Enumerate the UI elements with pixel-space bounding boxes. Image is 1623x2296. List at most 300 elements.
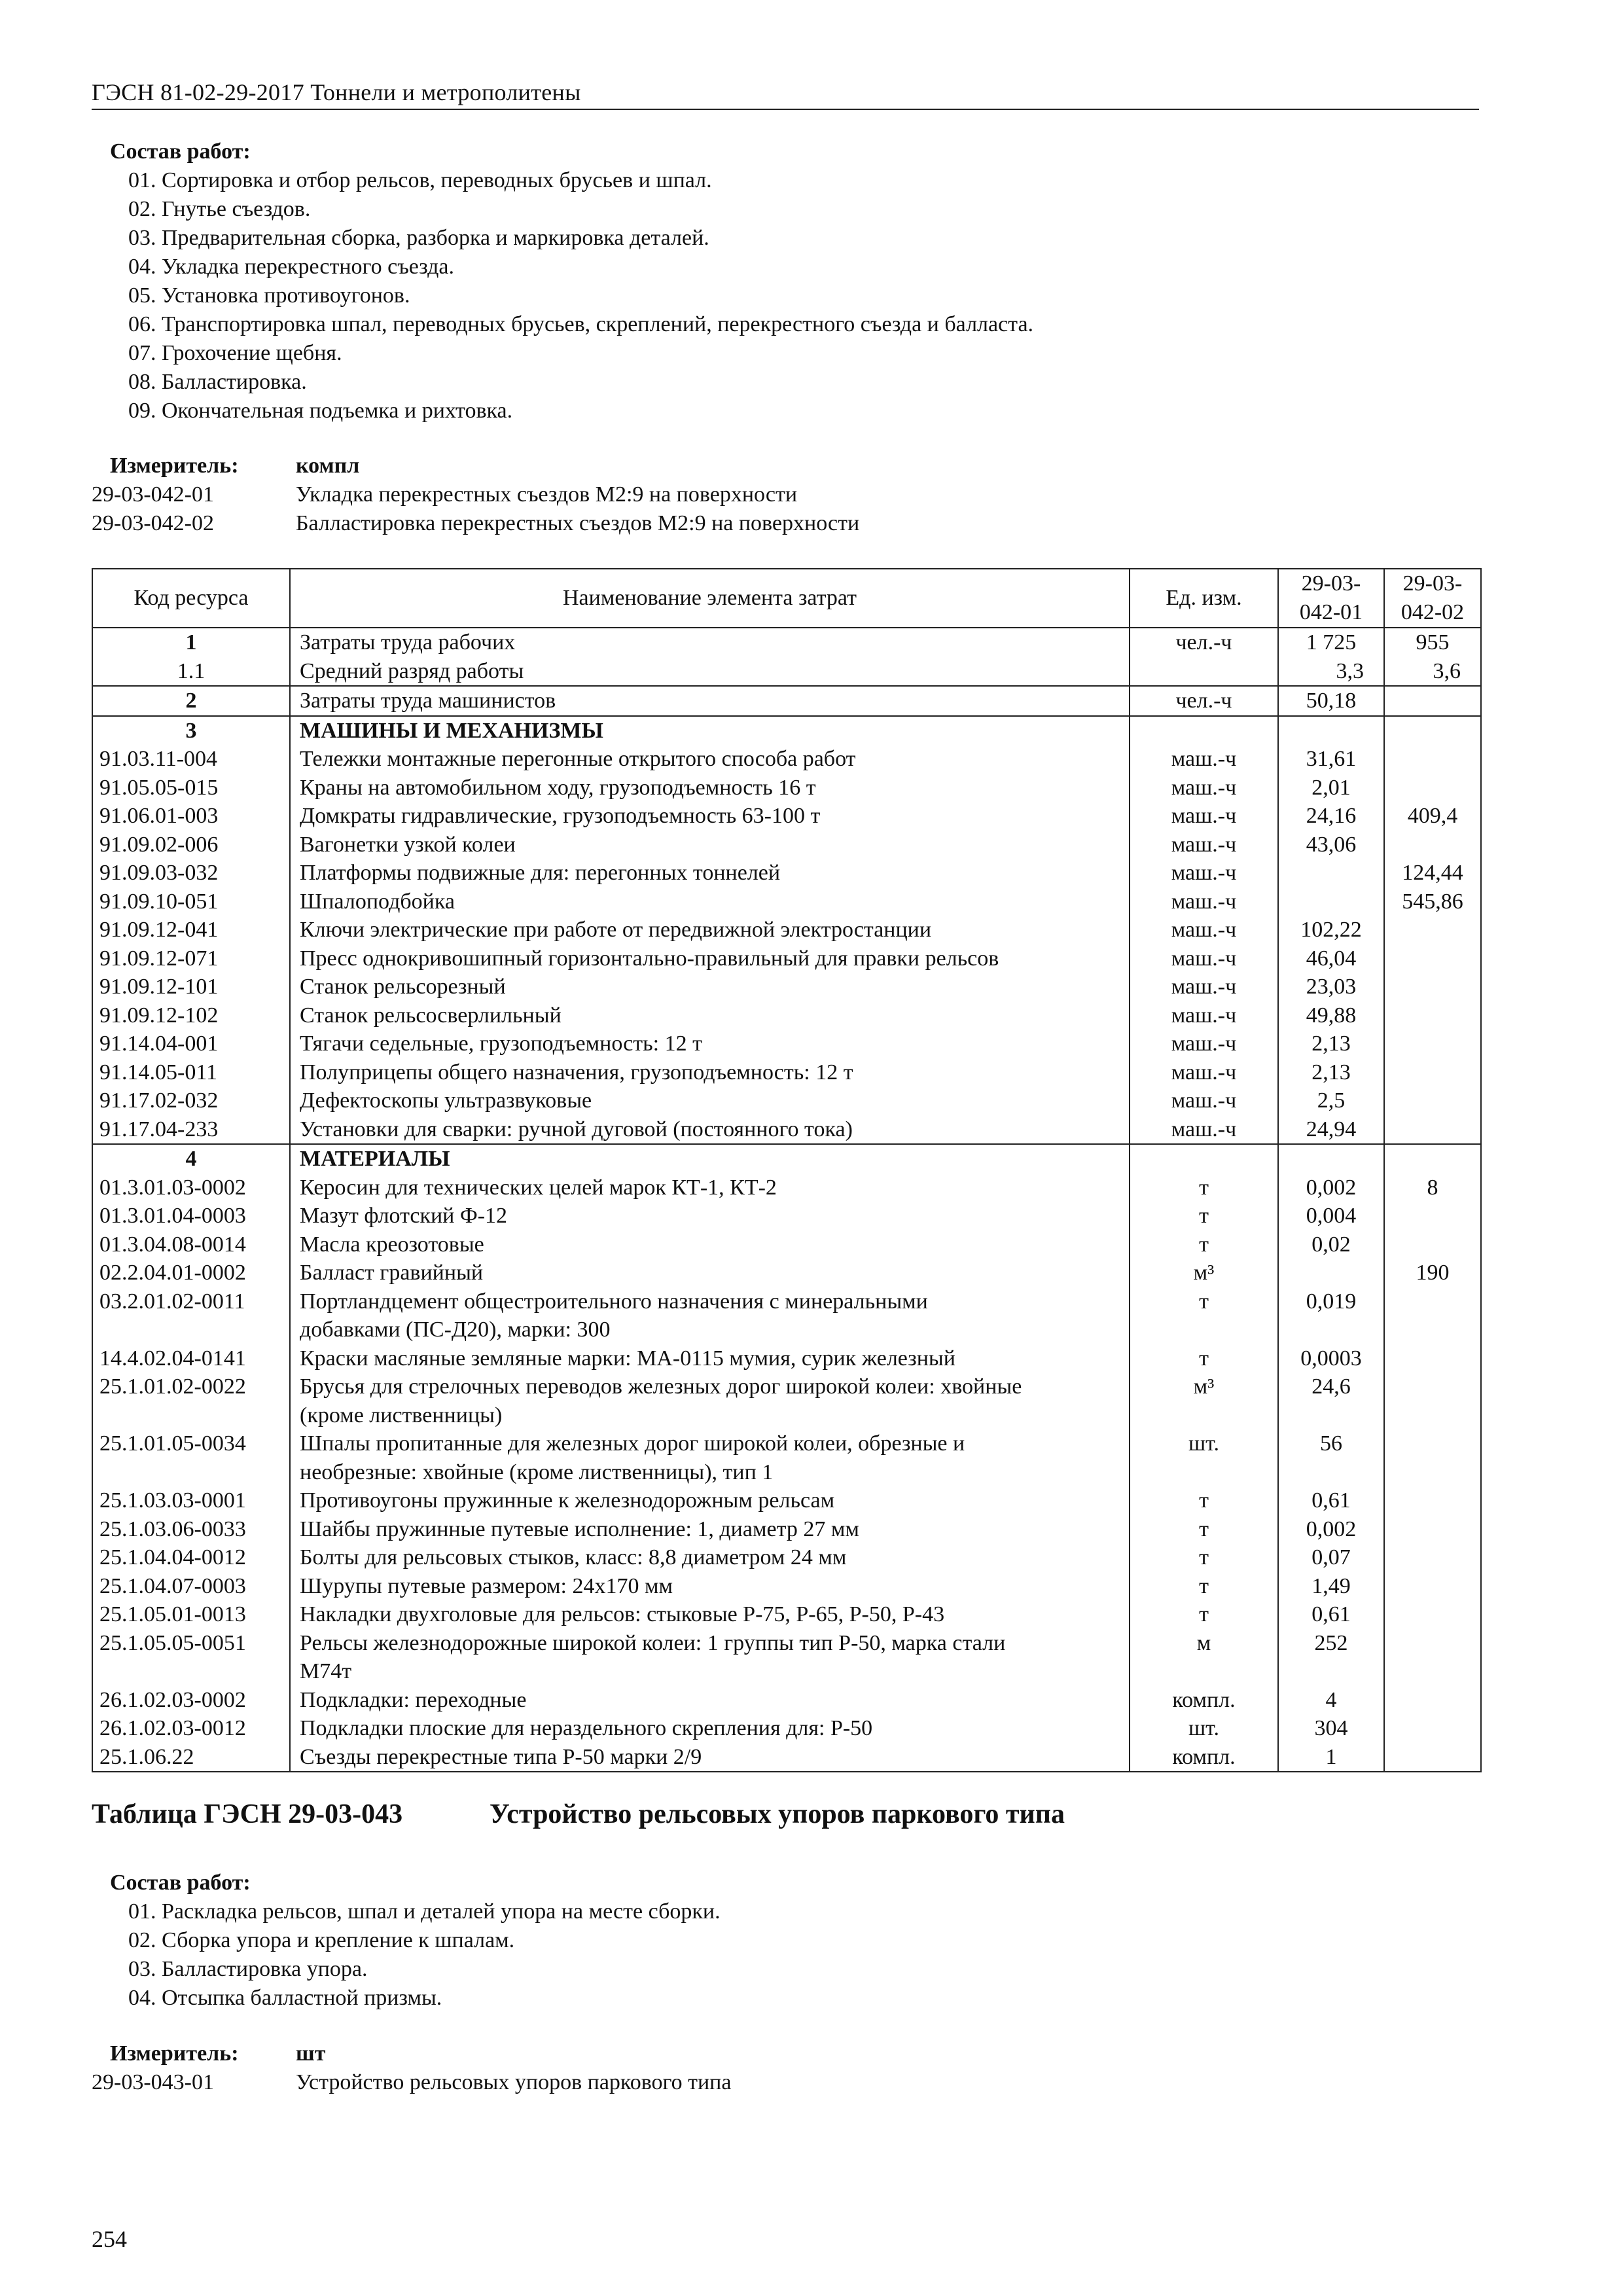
cell-value-042-01: 0,61 xyxy=(1278,1486,1384,1515)
table-row xyxy=(92,1344,1481,1373)
table-row xyxy=(92,1572,1481,1601)
cell-value-042-02: 545,86 xyxy=(1384,888,1481,916)
cell-name xyxy=(290,1344,1130,1373)
work-item: 03. Предварительная сборка, разборка и маркировка деталей. xyxy=(128,226,709,250)
meter-block-2 xyxy=(92,2039,731,2097)
cell-code: 01.3.01.03-0002 xyxy=(92,1174,290,1202)
table-row xyxy=(92,802,1481,831)
cell-value-042-02 xyxy=(1384,1030,1481,1058)
cell-code: 14.4.02.04-0141 xyxy=(92,1344,290,1373)
table-row xyxy=(92,973,1481,1001)
cell-value-042-01: 1 xyxy=(1278,1743,1384,1772)
cell-unit xyxy=(1130,716,1278,745)
cell-code: 25.1.05.01-0013 xyxy=(92,1600,290,1629)
cell-code: 91.09.12-041 xyxy=(92,916,290,944)
name-line: Брусья для стрелочных переводов железных дорог широкой колеи: хвойные xyxy=(300,1374,1022,1399)
cell-unit xyxy=(1130,657,1278,687)
cell-unit: чел.-ч xyxy=(1130,686,1278,716)
meter-row xyxy=(92,509,859,538)
cell-name xyxy=(290,1743,1130,1772)
cell-name xyxy=(290,973,1130,1001)
work-item: 04. Отсыпка балластной призмы. xyxy=(128,1986,442,2010)
cell-unit: компл. xyxy=(1130,1686,1278,1715)
cell-value-042-01: 24,16 xyxy=(1278,802,1384,831)
name-line: Шайбы пружинные путевые исполнение: 1, диаметр 27 мм xyxy=(300,1516,859,1541)
meter-label: Измеритель: xyxy=(110,454,239,478)
cell-unit: маш.-ч xyxy=(1130,1058,1278,1087)
cell-value-042-02 xyxy=(1384,1115,1481,1145)
cell-value-042-01: 24,94 xyxy=(1278,1115,1384,1145)
cell-value-042-01: 0,019 xyxy=(1278,1287,1384,1344)
name-line: Подкладки плоские для нераздельного скрепления для: Р-50 xyxy=(300,1716,873,1740)
table-row xyxy=(92,1714,1481,1743)
cell-value-042-01: 50,18 xyxy=(1278,686,1384,716)
header-col-042-01 xyxy=(1278,569,1384,628)
cell-code: 25.1.04.07-0003 xyxy=(92,1572,290,1601)
name-line: Краны на автомобильном ходу, грузоподъемность 16 т xyxy=(300,775,816,800)
cell-code: 91.09.03-032 xyxy=(92,859,290,888)
cell-name xyxy=(290,1086,1130,1115)
page-number: 254 xyxy=(92,2226,127,2252)
cell-value-042-01: 2,5 xyxy=(1278,1086,1384,1115)
header-rule xyxy=(92,109,1479,110)
meter-row xyxy=(92,480,859,509)
works-title: Состав работ: xyxy=(110,1871,251,1895)
table-row xyxy=(92,1543,1481,1572)
header-col2-line2: 042-02 xyxy=(1400,600,1465,624)
cell-value-042-01: 0,07 xyxy=(1278,1543,1384,1572)
cell-name xyxy=(290,1144,1130,1174)
name-line: Дефектоскопы ультразвуковые xyxy=(300,1088,592,1113)
name-line: Тягачи седельные, грузоподъемность: 12 т xyxy=(300,1031,702,1056)
work-item: 05. Установка противоугонов. xyxy=(128,283,410,308)
table-row xyxy=(92,1030,1481,1058)
cell-code: 91.17.02-032 xyxy=(92,1086,290,1115)
cell-value-042-01 xyxy=(1278,1144,1384,1174)
cell-unit: т xyxy=(1130,1600,1278,1629)
cell-unit: м³ xyxy=(1130,1372,1278,1429)
name-line: Балласт гравийный xyxy=(300,1261,484,1285)
cell-unit: маш.-ч xyxy=(1130,1001,1278,1030)
cell-value-042-01: 49,88 xyxy=(1278,1001,1384,1030)
cell-unit: маш.-ч xyxy=(1130,831,1278,859)
meter-text: Балластировка перекрестных съездов М2:9 на поверхности xyxy=(296,511,860,535)
cell-value-042-01: 0,02 xyxy=(1278,1230,1384,1259)
cell-value-042-02 xyxy=(1384,831,1481,859)
name-line: Платформы подвижные для: перегонных тоннелей xyxy=(300,861,781,885)
work-item: 07. Грохочение щебня. xyxy=(128,341,342,365)
cell-unit: т xyxy=(1130,1486,1278,1515)
cell-name xyxy=(290,1202,1130,1230)
cell-code: 25.1.04.04-0012 xyxy=(92,1543,290,1572)
table-row xyxy=(92,1486,1481,1515)
cell-value-042-02 xyxy=(1384,973,1481,1001)
cell-unit: м³ xyxy=(1130,1259,1278,1287)
cell-value-042-02 xyxy=(1384,1714,1481,1743)
cell-unit: маш.-ч xyxy=(1130,745,1278,774)
cell-name xyxy=(290,1174,1130,1202)
cell-value-042-01: 43,06 xyxy=(1278,831,1384,859)
cell-value-042-01: 23,03 xyxy=(1278,973,1384,1001)
cell-code: 91.14.05-011 xyxy=(92,1058,290,1087)
cell-value-042-02 xyxy=(1384,1058,1481,1087)
cell-value-042-01: 102,22 xyxy=(1278,916,1384,944)
meter-block-1 xyxy=(92,452,859,538)
cell-unit: шт. xyxy=(1130,1429,1278,1486)
cell-value-042-01: 24,6 xyxy=(1278,1372,1384,1429)
table-row xyxy=(92,1001,1481,1030)
cell-unit: чел.-ч xyxy=(1130,628,1278,657)
name-line: Болты для рельсовых стыков, класс: 8,8 диаметром 24 мм xyxy=(300,1545,847,1570)
cell-code: 2 xyxy=(92,686,290,716)
work-item: 08. Балластировка. xyxy=(128,370,307,394)
meter-unit: шт xyxy=(296,2041,326,2066)
cell-code: 26.1.02.03-0012 xyxy=(92,1714,290,1743)
name-line: Съезды перекрестные типа Р-50 марки 2/9 xyxy=(300,1744,702,1769)
cell-unit: т xyxy=(1130,1174,1278,1202)
cell-name xyxy=(290,1600,1130,1629)
cell-code: 02.2.04.01-0002 xyxy=(92,1259,290,1287)
work-item: 01. Сортировка и отбор рельсов, переводных брусьев и шпал. xyxy=(128,168,712,192)
section-name: Устройство рельсовых упоров паркового типа xyxy=(490,1799,1065,1829)
cell-code: 91.09.12-071 xyxy=(92,944,290,973)
works-list-2 xyxy=(92,1869,721,2013)
name-line: Установки для сварки: ручной дуговой (постоянного тока) xyxy=(300,1117,853,1141)
cell-name xyxy=(290,628,1130,657)
cell-unit: маш.-ч xyxy=(1130,888,1278,916)
table-row xyxy=(92,1144,1481,1174)
cell-value-042-02 xyxy=(1384,1287,1481,1344)
work-item: 06. Транспортировка шпал, переводных брусьев, скреплений, перекрестного съезда и балласта. xyxy=(128,312,1034,336)
name-line: Накладки двухголовые для рельсов: стыковые Р-75, Р-65, Р-50, Р-43 xyxy=(300,1602,945,1626)
table-row xyxy=(92,859,1481,888)
cell-code: 91.17.04-233 xyxy=(92,1115,290,1145)
cell-code: 1.1 xyxy=(92,657,290,687)
cell-name xyxy=(290,1115,1130,1145)
cell-code: 4 xyxy=(92,1144,290,1174)
cell-value-042-02 xyxy=(1384,774,1481,802)
cell-code: 25.1.03.03-0001 xyxy=(92,1486,290,1515)
table-row xyxy=(92,944,1481,973)
cell-value-042-01: 0,002 xyxy=(1278,1174,1384,1202)
cell-value-042-01: 46,04 xyxy=(1278,944,1384,973)
cell-value-042-01: 304 xyxy=(1278,1714,1384,1743)
cell-name xyxy=(290,657,1130,687)
name-line: Противоугоны пружинные к железнодорожным рельсам xyxy=(300,1488,835,1513)
cell-unit xyxy=(1130,1144,1278,1174)
cell-name xyxy=(290,1429,1130,1486)
cell-name xyxy=(290,1230,1130,1259)
cell-value-042-02 xyxy=(1384,716,1481,745)
name-line: Затраты труда машинистов xyxy=(300,689,556,713)
table-row xyxy=(92,686,1481,716)
cell-value-042-01: 3,3 xyxy=(1278,657,1384,687)
cell-unit: маш.-ч xyxy=(1130,859,1278,888)
header-unit: Ед. изм. xyxy=(1130,569,1278,628)
cell-name xyxy=(290,1372,1130,1429)
cell-name xyxy=(290,916,1130,944)
cell-value-042-02: 409,4 xyxy=(1384,802,1481,831)
work-item: 02. Гнутье съездов. xyxy=(128,197,311,221)
cell-code: 1 xyxy=(92,628,290,657)
cell-unit: маш.-ч xyxy=(1130,1115,1278,1145)
meter-label: Измеритель: xyxy=(110,2041,239,2066)
table-row xyxy=(92,774,1481,802)
cell-value-042-02 xyxy=(1384,1572,1481,1601)
cell-value-042-01: 0,61 xyxy=(1278,1600,1384,1629)
cell-name xyxy=(290,686,1130,716)
cell-code: 25.1.05.05-0051 xyxy=(92,1629,290,1686)
cell-unit: маш.-ч xyxy=(1130,802,1278,831)
cell-value-042-01: 56 xyxy=(1278,1429,1384,1486)
cell-code: 26.1.02.03-0002 xyxy=(92,1686,290,1715)
works-title: Состав работ: xyxy=(110,139,251,164)
cell-value-042-01: 1 725 xyxy=(1278,628,1384,657)
name-line: Портландцемент общестроительного назначения с минеральными xyxy=(300,1289,928,1314)
cell-value-042-01 xyxy=(1278,716,1384,745)
cell-value-042-01: 1,49 xyxy=(1278,1572,1384,1601)
cell-unit: маш.-ч xyxy=(1130,1086,1278,1115)
cell-value-042-02 xyxy=(1384,1429,1481,1486)
cell-name xyxy=(290,1714,1130,1743)
cell-value-042-02: 3,6 xyxy=(1384,657,1481,687)
name-line: М74т xyxy=(300,1659,352,1683)
table-row xyxy=(92,745,1481,774)
table-header-row xyxy=(92,569,1481,628)
cell-value-042-01: 0,004 xyxy=(1278,1202,1384,1230)
cell-value-042-01 xyxy=(1278,1259,1384,1287)
meter-unit: компл xyxy=(296,454,360,478)
cell-code: 25.1.01.02-0022 xyxy=(92,1372,290,1429)
name-line: Полуприцепы общего назначения, грузоподъемность: 12 т xyxy=(300,1060,853,1085)
table-row xyxy=(92,888,1481,916)
table-row xyxy=(92,1287,1481,1344)
cell-code: 25.1.01.05-0034 xyxy=(92,1429,290,1486)
cell-value-042-02 xyxy=(1384,1344,1481,1373)
cell-value-042-01: 252 xyxy=(1278,1629,1384,1686)
cell-unit: компл. xyxy=(1130,1743,1278,1772)
cell-unit: шт. xyxy=(1130,1714,1278,1743)
cell-value-042-02 xyxy=(1384,1743,1481,1772)
cell-value-042-01: 4 xyxy=(1278,1686,1384,1715)
cell-value-042-02: 190 xyxy=(1384,1259,1481,1287)
name-line: Станок рельсосверлильный xyxy=(300,1003,562,1028)
table-row xyxy=(92,628,1481,657)
cell-unit: т xyxy=(1130,1543,1278,1572)
name-line: Мазут флотский Ф-12 xyxy=(300,1204,508,1228)
cell-code: 01.3.04.08-0014 xyxy=(92,1230,290,1259)
cell-value-042-01 xyxy=(1278,859,1384,888)
cell-code: 91.09.12-102 xyxy=(92,1001,290,1030)
cell-value-042-02 xyxy=(1384,1202,1481,1230)
table-row xyxy=(92,1086,1481,1115)
cost-table xyxy=(92,568,1482,1772)
name-line: Краски масляные земляные марки: МА-0115 мумия, сурик железный xyxy=(300,1346,955,1371)
table-row xyxy=(92,1743,1481,1772)
cell-value-042-01: 2,01 xyxy=(1278,774,1384,802)
table-row xyxy=(92,831,1481,859)
header-name: Наименование элемента затрат xyxy=(290,569,1130,628)
cell-unit: маш.-ч xyxy=(1130,1030,1278,1058)
table-row xyxy=(92,1259,1481,1287)
header-col1-line1: 29-03- xyxy=(1301,571,1361,596)
name-line: Подкладки: переходные xyxy=(300,1687,527,1712)
section-title-29-03-043 xyxy=(92,1799,1065,1830)
cell-value-042-01: 0,0003 xyxy=(1278,1344,1384,1373)
cell-value-042-02 xyxy=(1384,1686,1481,1715)
cell-unit: маш.-ч xyxy=(1130,944,1278,973)
name-line: Тележки монтажные перегонные открытого способа работ xyxy=(300,747,856,771)
name-line: Домкраты гидравлические, грузоподъемность 63-100 т xyxy=(300,804,821,828)
cell-unit: т xyxy=(1130,1230,1278,1259)
name-line: МАШИНЫ И МЕХАНИЗМЫ xyxy=(300,718,603,743)
cell-value-042-01: 31,61 xyxy=(1278,745,1384,774)
cell-name xyxy=(290,859,1130,888)
works-list-1 xyxy=(92,137,1033,425)
name-line: (кроме лиственницы) xyxy=(300,1403,503,1427)
name-line: добавками (ПС-Д20), марки: 300 xyxy=(300,1318,611,1342)
cell-unit: маш.-ч xyxy=(1130,973,1278,1001)
table-row xyxy=(92,716,1481,745)
cell-name xyxy=(290,774,1130,802)
table-row xyxy=(92,1515,1481,1544)
cell-unit: т xyxy=(1130,1287,1278,1344)
cell-value-042-02 xyxy=(1384,1486,1481,1515)
name-line: Масла креозотовые xyxy=(300,1232,484,1257)
meter-code: 29-03-043-01 xyxy=(92,2070,214,2094)
name-line: Шпалы пропитанные для железных дорог широкой колеи, обрезные и xyxy=(300,1431,965,1456)
cell-code: 03.2.01.02-0011 xyxy=(92,1287,290,1344)
table-row xyxy=(92,1230,1481,1259)
meter-text: Укладка перекрестных съездов М2:9 на поверхности xyxy=(296,482,798,507)
cell-name xyxy=(290,1572,1130,1601)
name-line: необрезные: хвойные (кроме лиственницы), тип 1 xyxy=(300,1460,774,1484)
cell-code: 91.09.02-006 xyxy=(92,831,290,859)
cell-name xyxy=(290,1486,1130,1515)
cell-name xyxy=(290,745,1130,774)
cell-name xyxy=(290,1058,1130,1087)
name-line: Шпалоподбойка xyxy=(300,889,455,914)
cell-name xyxy=(290,802,1130,831)
cell-value-042-02 xyxy=(1384,1372,1481,1429)
cell-name xyxy=(290,831,1130,859)
table-row xyxy=(92,1115,1481,1145)
cell-name xyxy=(290,1515,1130,1544)
cell-code: 01.3.01.04-0003 xyxy=(92,1202,290,1230)
table-row xyxy=(92,1686,1481,1715)
cell-code: 3 xyxy=(92,716,290,745)
meter-code: 29-03-042-01 xyxy=(92,482,214,507)
work-item: 01. Раскладка рельсов, шпал и деталей упора на месте сборки. xyxy=(128,1899,721,1924)
header-col2-line1: 29-03- xyxy=(1402,571,1463,596)
cell-unit: т xyxy=(1130,1572,1278,1601)
table-row xyxy=(92,1429,1481,1486)
header-col-042-02 xyxy=(1384,569,1481,628)
table-row xyxy=(92,1372,1481,1429)
meter-text: Устройство рельсовых упоров паркового типа xyxy=(296,2070,732,2094)
table-row xyxy=(92,1600,1481,1629)
name-line: Шурупы путевые размером: 24х170 мм xyxy=(300,1573,673,1598)
cell-code: 91.09.10-051 xyxy=(92,888,290,916)
cell-value-042-02 xyxy=(1384,1629,1481,1686)
cell-value-042-02: 124,44 xyxy=(1384,859,1481,888)
name-line: Рельсы железнодорожные широкой колеи: 1 группы тип Р-50, марка стали xyxy=(300,1630,1006,1655)
header-code: Код ресурса xyxy=(92,569,290,628)
cell-name xyxy=(290,1686,1130,1715)
meter-row xyxy=(92,2068,731,2097)
cell-value-042-02: 955 xyxy=(1384,628,1481,657)
name-line: Вагонетки узкой колеи xyxy=(300,832,516,857)
table-row xyxy=(92,1629,1481,1686)
table-row xyxy=(92,1202,1481,1230)
work-item: 09. Окончательная подъемка и рихтовка. xyxy=(128,399,513,423)
header-col1-line2: 042-01 xyxy=(1299,600,1363,624)
cell-value-042-02 xyxy=(1384,1230,1481,1259)
cell-value-042-02 xyxy=(1384,1543,1481,1572)
cell-name xyxy=(290,944,1130,973)
cell-name xyxy=(290,1629,1130,1686)
cell-name xyxy=(290,716,1130,745)
page-header: ГЭСН 81-02-29-2017 Тоннели и метрополитены xyxy=(92,79,581,105)
cell-name xyxy=(290,1259,1130,1287)
cell-unit: т xyxy=(1130,1515,1278,1544)
cell-value-042-01: 0,002 xyxy=(1278,1515,1384,1544)
name-line: Ключи электрические при работе от передвижной электростанции xyxy=(300,918,932,942)
cell-code: 91.05.05-015 xyxy=(92,774,290,802)
cell-value-042-02 xyxy=(1384,686,1481,716)
table-row xyxy=(92,916,1481,944)
cell-value-042-02 xyxy=(1384,916,1481,944)
cell-code: 91.14.04-001 xyxy=(92,1030,290,1058)
cell-name xyxy=(290,1001,1130,1030)
cell-value-042-02 xyxy=(1384,1600,1481,1629)
work-item: 03. Балластировка упора. xyxy=(128,1957,368,1981)
cell-unit: маш.-ч xyxy=(1130,774,1278,802)
cell-name xyxy=(290,888,1130,916)
work-item: 02. Сборка упора и крепление к шпалам. xyxy=(128,1928,515,1952)
cell-value-042-02 xyxy=(1384,745,1481,774)
cell-code: 91.06.01-003 xyxy=(92,802,290,831)
cell-code: 91.03.11-004 xyxy=(92,745,290,774)
cell-value-042-01: 2,13 xyxy=(1278,1058,1384,1087)
section-code: Таблица ГЭСН 29-03-043 xyxy=(92,1799,403,1829)
name-line: Затраты труда рабочих xyxy=(300,630,516,655)
cell-value-042-02 xyxy=(1384,1001,1481,1030)
cell-value-042-02 xyxy=(1384,1144,1481,1174)
name-line: Керосин для технических целей марок КТ-1, КТ-2 xyxy=(300,1175,777,1200)
cell-value-042-01: 2,13 xyxy=(1278,1030,1384,1058)
cell-value-042-02 xyxy=(1384,1515,1481,1544)
table-row xyxy=(92,1058,1481,1087)
cell-name xyxy=(290,1287,1130,1344)
cell-code: 91.09.12-101 xyxy=(92,973,290,1001)
table-row xyxy=(92,657,1481,687)
meter-code: 29-03-042-02 xyxy=(92,511,214,535)
cell-unit: м xyxy=(1130,1629,1278,1686)
table-row xyxy=(92,1174,1481,1202)
cell-value-042-02 xyxy=(1384,944,1481,973)
name-line: Пресс однокривошипный горизонтально-правильный для правки рельсов xyxy=(300,946,999,971)
name-line: Средний разряд работы xyxy=(300,658,524,683)
cell-value-042-02: 8 xyxy=(1384,1174,1481,1202)
work-item: 04. Укладка перекрестного съезда. xyxy=(128,255,455,279)
name-line: МАТЕРИАЛЫ xyxy=(300,1147,450,1171)
cell-unit: т xyxy=(1130,1202,1278,1230)
cell-unit: маш.-ч xyxy=(1130,916,1278,944)
cell-code: 25.1.03.06-0033 xyxy=(92,1515,290,1544)
cell-unit: т xyxy=(1130,1344,1278,1373)
cell-name xyxy=(290,1543,1130,1572)
